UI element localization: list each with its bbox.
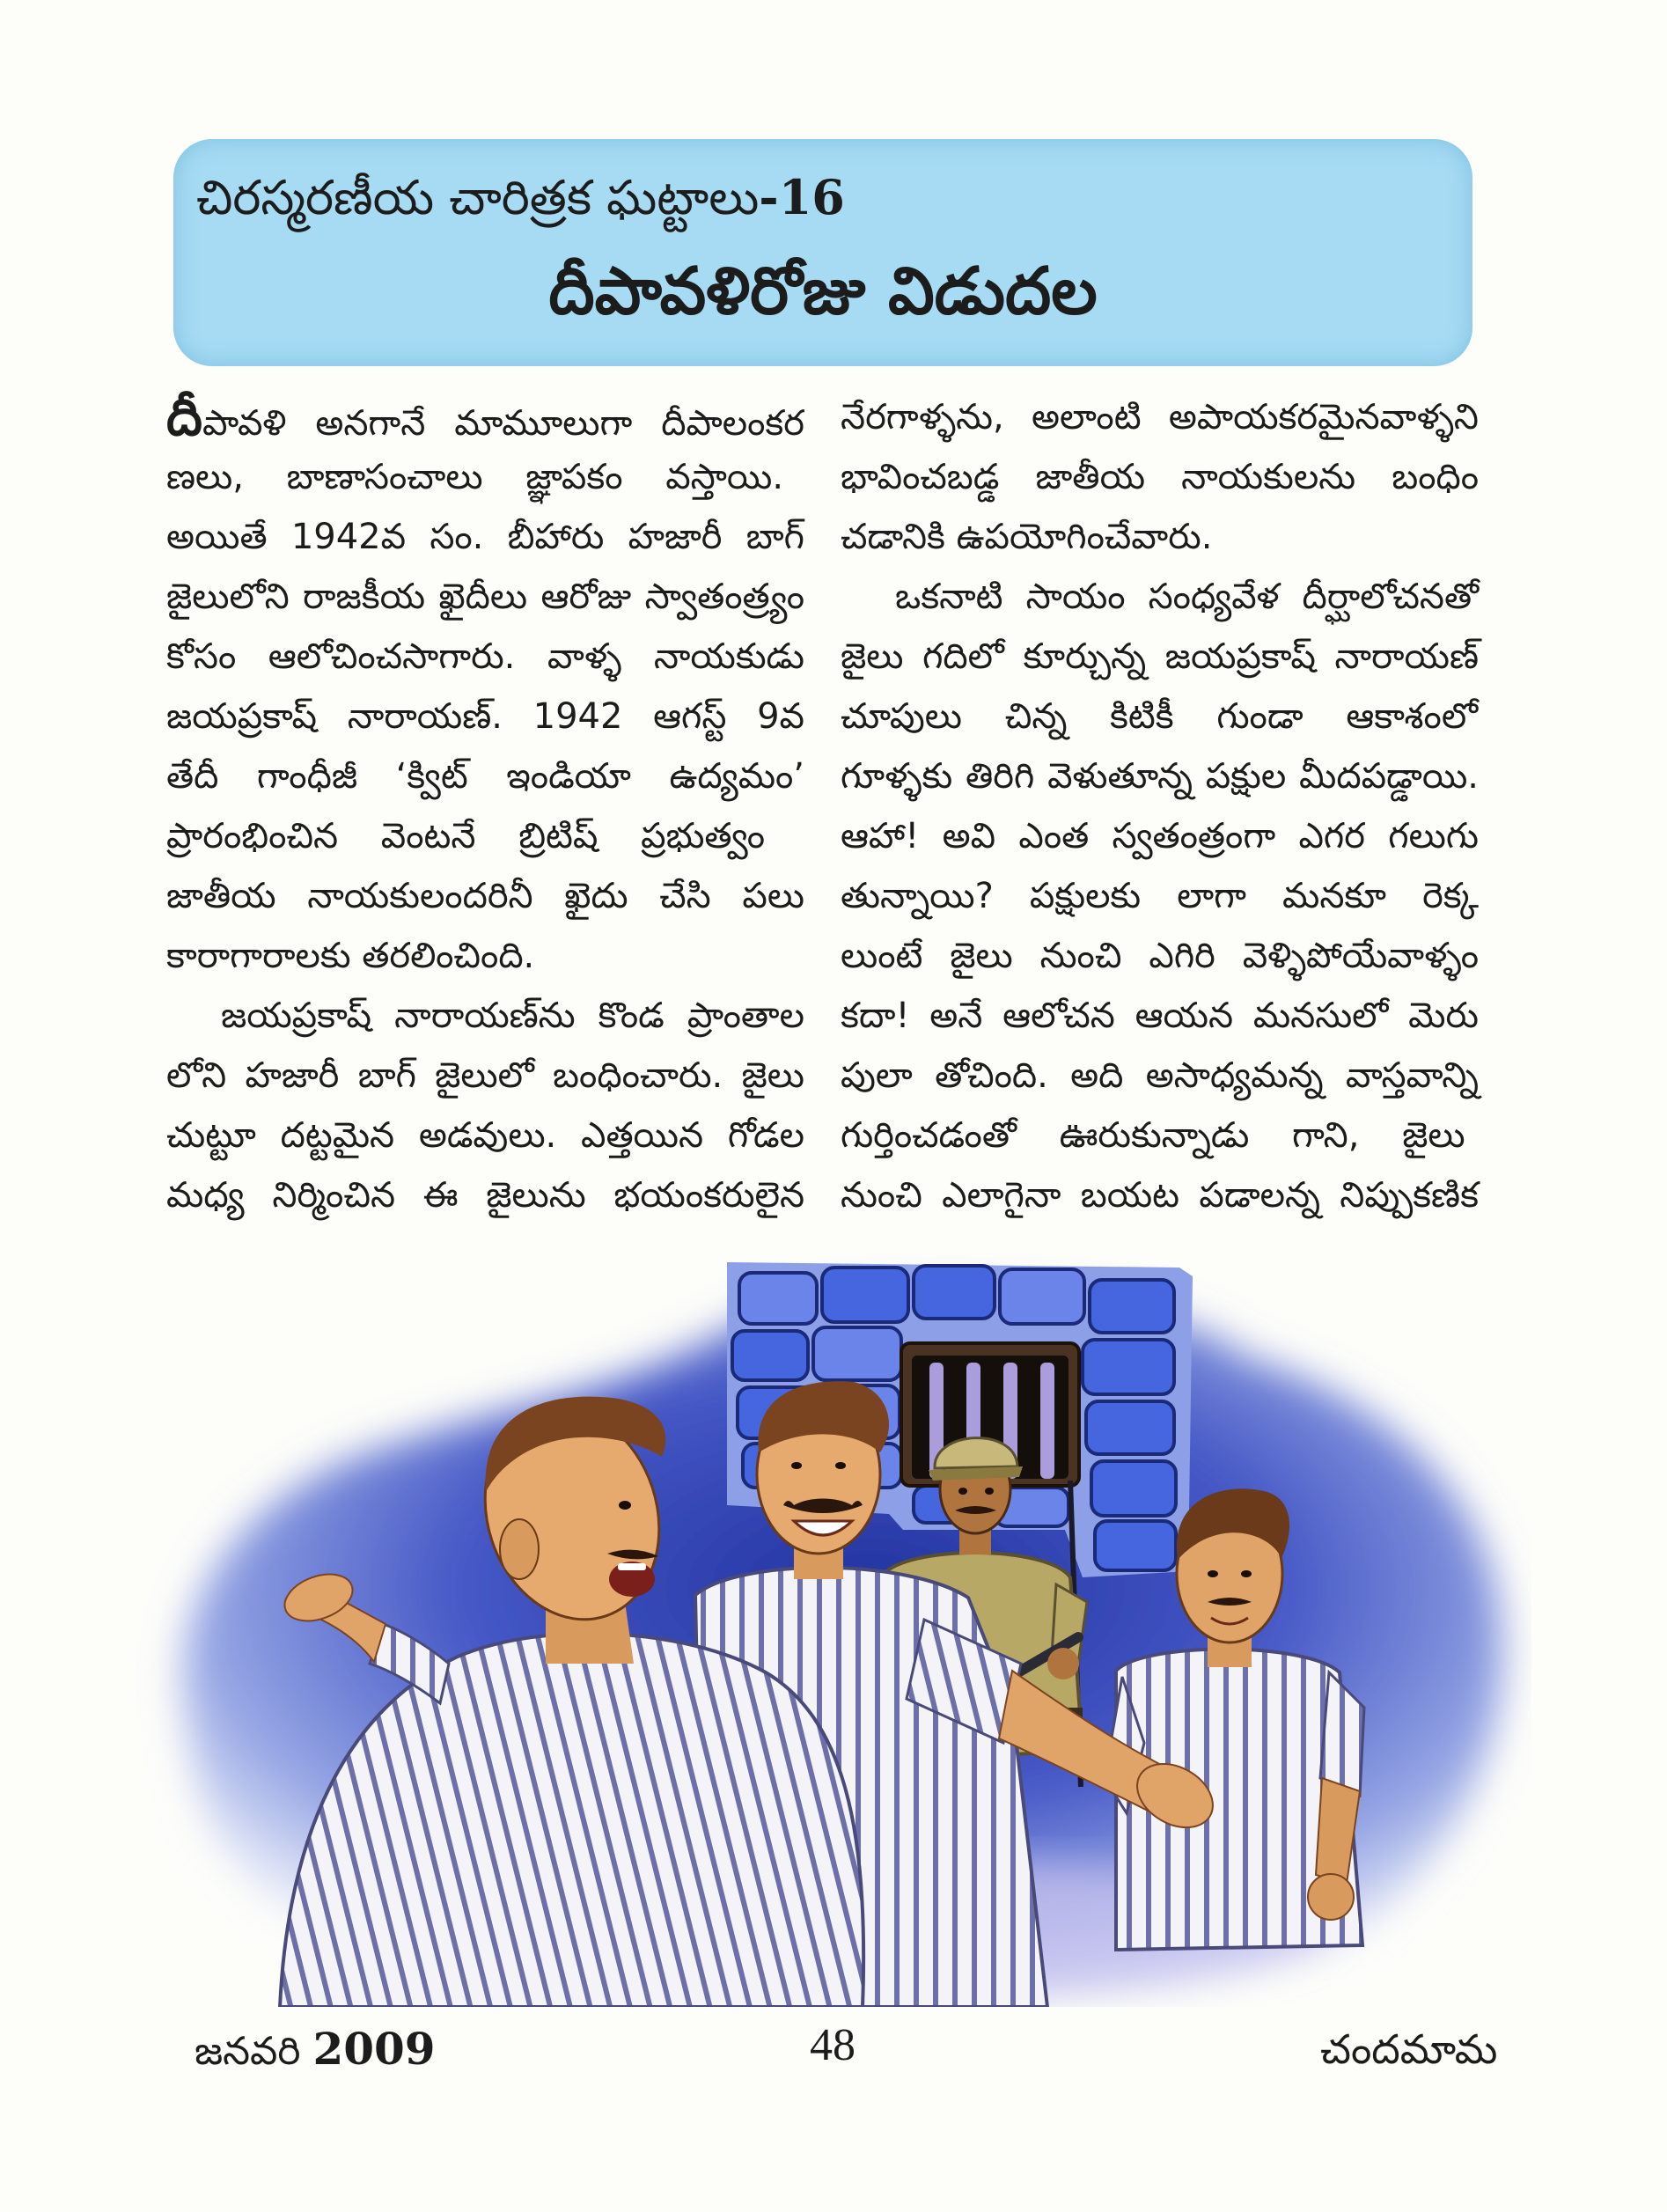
series-title: చిరస్మరణీయ చారిత్రక ఘట్టాలు (196, 170, 760, 225)
line-text: కదా! అనే ఆలోచన ఆయన మనసులో మెరు (841, 996, 1480, 1036)
article-column-left (166, 387, 805, 1225)
text-line (841, 627, 1480, 687)
text-line (841, 1046, 1480, 1106)
line-text: గూళ్ళకు తిరిగి వెళుతూన్న పక్షుల మీదపడ్డాయి. (841, 756, 1479, 797)
text-line (166, 627, 805, 687)
line-text: అయితే 1942వ సం. బీహారు హజారీ బాగ్ (166, 517, 804, 557)
story-illustration (132, 1250, 1531, 2007)
line-text: చడానికి ఉపయోగించేవారు. (841, 517, 1213, 557)
line-text: పులా తోచింది. అది అసాధ్యమన్న వాస్తవాన్ని (841, 1055, 1479, 1096)
issue-year: 2009 (312, 2023, 436, 2075)
text-line (166, 746, 805, 806)
line-text: గుర్తించడంతో ఊరుకున్నాడు గాని, జైలు (841, 1115, 1465, 1156)
prisoner-middle-eye (791, 1462, 802, 1469)
line-text: ఆహా! అవి ఎంత స్వతంత్రంగా ఎగర గలుగు (841, 816, 1479, 856)
line-text: కారాగారాలకు తరలించింది. (166, 936, 535, 976)
text-line (166, 507, 805, 567)
wall-stone (732, 1331, 808, 1380)
text-line (841, 926, 1480, 986)
wall-stone (1086, 1401, 1174, 1454)
line-text: జాతీయ నాయకులందరినీ ఖైదు చేసి పలు (166, 876, 805, 916)
text-line (166, 1165, 805, 1225)
prisoner-right-eye (1208, 1570, 1218, 1577)
issue-month: జనవరి (195, 2029, 301, 2074)
series-number: -16 (759, 169, 845, 225)
story-title: దీపావళిరోజు విడుదల (548, 254, 1098, 329)
line-text: జయప్రకాష్ నారాయణ్. 1942 ఆగస్ట్ 9వ (166, 696, 804, 737)
guard-eye (985, 1488, 994, 1495)
wall-stone (1095, 1521, 1176, 1570)
guard-hand (1047, 1648, 1079, 1679)
prisoner-middle-eye (835, 1462, 846, 1469)
text-line (841, 866, 1480, 926)
text-line (841, 447, 1480, 507)
line-text: తున్నాయి? పక్షులకు లాగా మనకూ రెక్క (841, 876, 1480, 916)
story-title-row (173, 248, 1472, 334)
wall-stone (914, 1266, 995, 1319)
line-text: లోని హజారీ బాగ్ జైలులో బంధించారు. జైలు (166, 1055, 804, 1096)
wall-stone (1091, 1461, 1176, 1516)
text-line (166, 687, 805, 746)
line-text: జయప్రకాష్ నారాయణ్‌ను కొండ ప్రాంతాల (221, 996, 804, 1036)
line-text: ణలు, బాణాసంచాలు జ్ఞాపకం వస్తాయి. (166, 457, 784, 497)
text-line (841, 806, 1480, 866)
article-column-right (841, 387, 1480, 1225)
text-line (841, 1165, 1480, 1225)
line-text: చూపులు చిన్న కిటికీ గుండా ఆకాశంలో (841, 696, 1478, 737)
text-line (166, 567, 805, 627)
initial-letter: దీ (166, 387, 202, 447)
text-line (841, 986, 1480, 1046)
text-line (166, 806, 805, 866)
text-line (166, 1046, 805, 1106)
text-line (166, 986, 805, 1046)
line-text: మధ్య నిర్మించిన ఈ జైలును భయంకరులైన (166, 1175, 805, 1216)
line-text: తేదీ గాంధీజీ ‘క్విట్ ఇండియా ఉద్యమం’ (166, 756, 805, 797)
line-text: లుంటే జైలు నుంచి ఎగిరి వెళ్ళిపోయేవాళ్ళం (841, 936, 1480, 976)
wall-stone (1083, 1340, 1174, 1394)
line-text: జైలు గదిలో కూర్చున్న జయప్రకాష్ నారాయణ్ (841, 636, 1480, 677)
wall-stone (813, 1327, 901, 1380)
prisoner-right-eye (1241, 1570, 1252, 1577)
text-line (841, 1106, 1480, 1165)
line-text: నేరగాళ్ళను, అలాంటి అపాయకరమైనవాళ్ళని (841, 397, 1479, 437)
line-text: కోసం ఆలోచించసాగారు. వాళ్ళ నాయకుడు (166, 636, 804, 677)
text-line (166, 866, 805, 926)
prisoner-left-eye (619, 1501, 631, 1510)
line-text: చుట్టూ దట్టమైన అడవులు. ఎత్తయిన గోడల (166, 1115, 805, 1156)
line-text: ప్రారంభించిన వెంటనే బ్రిటిష్ ప్రభుత్వం (166, 816, 766, 856)
guard-eye (958, 1488, 967, 1495)
series-heading (196, 165, 845, 230)
wall-stone (1090, 1280, 1174, 1333)
magazine-name: చందమామ (1320, 2025, 1498, 2073)
wall-stone (822, 1268, 908, 1322)
line-text: జైలులోని రాజకీయ ఖైదీలు ఆరోజు స్వాతంత్ర్యం (166, 577, 804, 617)
text-line (166, 387, 805, 447)
page-number: 48 (810, 2020, 856, 2070)
window-bar (1040, 1363, 1054, 1479)
text-line (841, 507, 1480, 567)
text-line (841, 387, 1480, 447)
prisoner-left-ear (500, 1519, 539, 1579)
title-banner (173, 139, 1472, 366)
line-text: నుంచి ఎలాగైనా బయట పడాలన్న నిప్పుకణిక (841, 1175, 1479, 1216)
text-line (841, 746, 1480, 806)
prisoner-left-teeth (618, 1563, 646, 1570)
line-text: భావించబడ్డ జాతీయ నాయకులను బంధిం (841, 457, 1480, 497)
issue-date (195, 2021, 436, 2080)
line-text: పావళి అనగానే మామూలుగా దీపాలంకర (202, 403, 804, 444)
text-line (841, 687, 1480, 746)
text-line (841, 567, 1480, 627)
text-line (166, 1106, 805, 1165)
wall-stone (1000, 1269, 1084, 1324)
line-text: ఒకనాటి సాయం సంధ్యవేళ దీర్ఘాలోచనతో (895, 577, 1479, 617)
text-line (166, 926, 805, 986)
wall-stone (739, 1273, 817, 1324)
text-line (166, 447, 805, 507)
prisoner-right-hand (1308, 1874, 1354, 1920)
